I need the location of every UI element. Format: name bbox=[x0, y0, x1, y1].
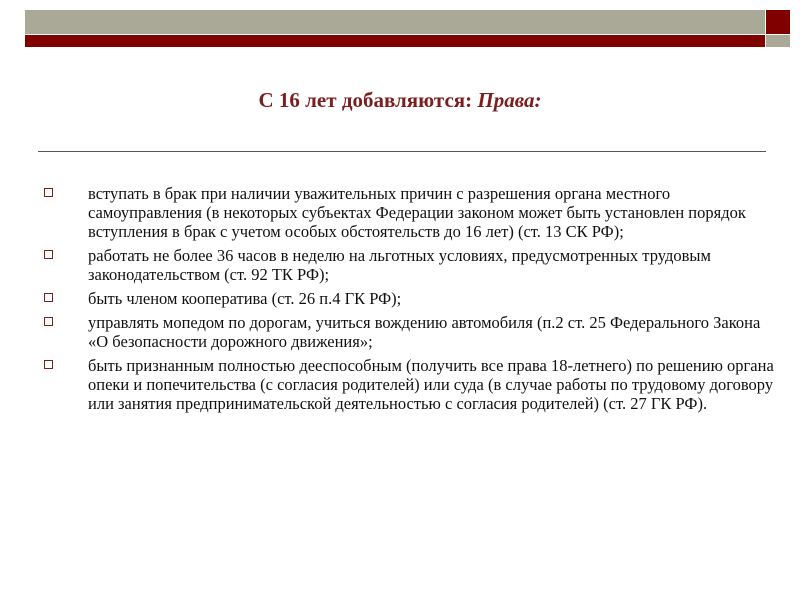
list-item-text: вступать в брак при наличии уважительных причин с разрешения органа местного самоуправления (в некоторых субъектах Федерации законом может быть установлен порядок вступления в брак с учетом особых обстоятельств до 16 лет) (ст. 13 СК РФ); bbox=[88, 184, 746, 241]
list-item-text: быть членом кооператива (ст. 26 п.4 ГК РФ); bbox=[88, 289, 402, 308]
square-bullet-icon bbox=[44, 293, 53, 302]
list-item-text: быть признанным полностью дееспособным (получить все права 18-летнего) по решению органа опеки и попечительства (с согласия родителей) или суда (в случае работы по трудовому договору или занятия предпринимательской деятельностью с согласия родителей) (ст. 27 ГК РФ). bbox=[88, 356, 774, 413]
square-bullet-icon bbox=[44, 317, 53, 326]
list-item bbox=[44, 313, 774, 351]
rights-list bbox=[44, 184, 774, 418]
list-item-text: управлять мопедом по дорогам, учиться вождению автомобиля (п.2 ст. 25 Федерального Закона «О безопасности дорожного движения»; bbox=[88, 313, 761, 351]
header-stripe bbox=[25, 35, 765, 47]
list-item bbox=[44, 356, 774, 413]
list-item bbox=[44, 246, 774, 284]
title-emphasis: Права: bbox=[477, 88, 542, 112]
list-item bbox=[44, 184, 774, 241]
corner-box-bottom bbox=[766, 35, 790, 47]
title-divider bbox=[38, 151, 766, 152]
square-bullet-icon bbox=[44, 250, 53, 259]
title-main: С 16 лет добавляются: bbox=[258, 88, 478, 112]
list-item-text: работать не более 36 часов в неделю на льготных условиях, предусмотренных трудовым законодательством (ст. 92 ТК РФ); bbox=[88, 246, 711, 284]
square-bullet-icon bbox=[44, 360, 53, 369]
square-bullet-icon bbox=[44, 188, 53, 197]
header-band bbox=[25, 10, 765, 34]
list-item bbox=[44, 289, 774, 308]
corner-box-top bbox=[766, 10, 790, 34]
slide-title bbox=[0, 88, 800, 113]
